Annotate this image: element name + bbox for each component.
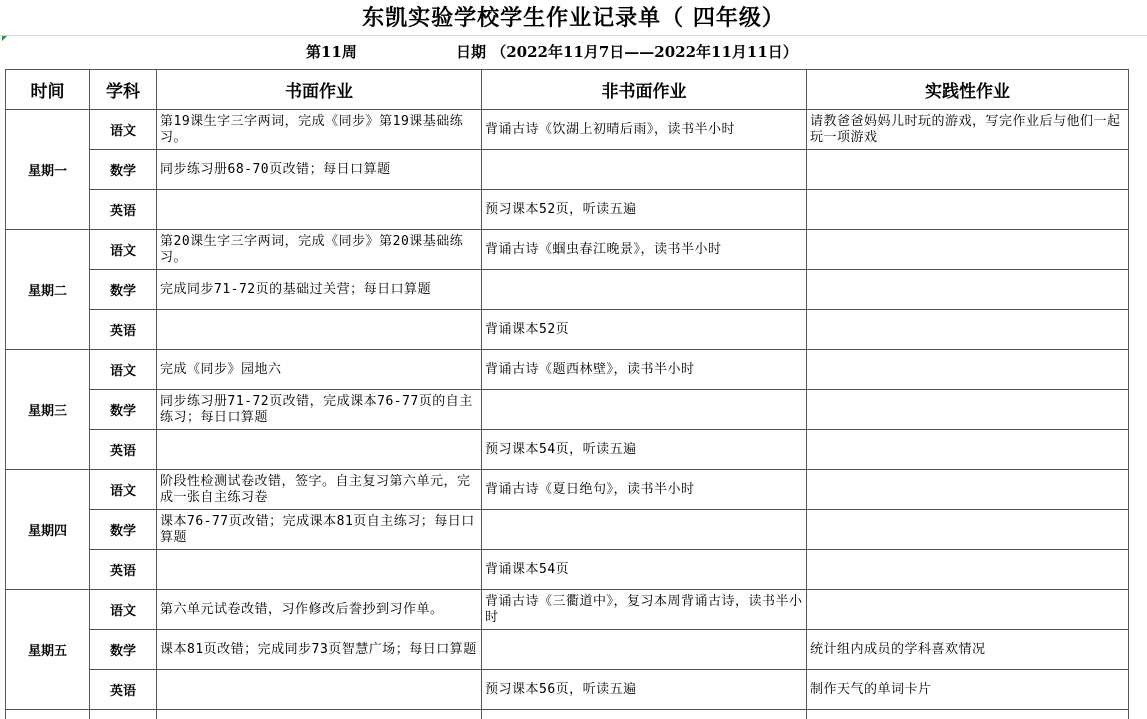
table-row <box>6 670 1129 710</box>
subtitle-row <box>0 36 1147 68</box>
practice-homework-cell[interactable] <box>807 270 1129 310</box>
practice-homework-cell[interactable] <box>807 390 1129 430</box>
header-practice[interactable]: 实践性作业 <box>807 70 1129 110</box>
empty-cell[interactable] <box>90 710 157 719</box>
practice-homework-cell[interactable] <box>807 670 1129 710</box>
nonwritten-homework-cell[interactable] <box>482 630 807 670</box>
written-homework-cell-text: 完成同步71-72页的基础过关营；每日口算题 <box>160 281 432 297</box>
practice-homework-cell-text: 制作天气的单词卡片 <box>810 681 932 697</box>
table-row <box>6 590 1129 630</box>
nonwritten-homework-cell-text: 预习课本52页，听读五遍 <box>485 201 637 217</box>
written-homework-cell[interactable] <box>157 670 482 710</box>
written-homework-cell[interactable] <box>157 390 482 430</box>
practice-homework-cell[interactable] <box>807 150 1129 190</box>
table-row <box>6 110 1129 150</box>
nonwritten-homework-cell-text: 背诵课本54页 <box>485 561 570 577</box>
practice-homework-cell[interactable] <box>807 110 1129 150</box>
nonwritten-homework-cell[interactable] <box>482 670 807 710</box>
nonwritten-homework-cell-text: 背诵古诗《三衢道中》，复习本周背诵古诗，读书半小时 <box>485 593 803 625</box>
written-homework-cell[interactable] <box>157 150 482 190</box>
written-homework-cell[interactable] <box>157 230 482 270</box>
nonwritten-homework-cell[interactable] <box>482 470 807 510</box>
nonwritten-homework-cell-text: 预习课本54页，听读五遍 <box>485 441 637 457</box>
practice-homework-cell[interactable] <box>807 430 1129 470</box>
written-homework-cell-text: 第19课生字三字两词，完成《同步》第19课基础练习。 <box>160 113 464 145</box>
written-homework-cell-text: 课本76-77页改错；完成课本81页自主练习；每日口算题 <box>160 513 475 545</box>
empty-cell[interactable] <box>482 710 807 719</box>
table-row <box>6 230 1129 270</box>
written-homework-cell[interactable] <box>157 310 482 350</box>
written-homework-cell[interactable] <box>157 630 482 670</box>
nonwritten-homework-cell[interactable] <box>482 270 807 310</box>
table-row <box>6 630 1129 670</box>
subject-cell[interactable]: 数学 <box>90 150 157 190</box>
table-row <box>6 310 1129 350</box>
table-row <box>6 430 1129 470</box>
nonwritten-homework-cell-text: 背诵古诗《夏日绝句》，读书半小时 <box>485 481 695 497</box>
nonwritten-homework-cell[interactable] <box>482 150 807 190</box>
nonwritten-homework-cell[interactable] <box>482 390 807 430</box>
subject-cell[interactable]: 英语 <box>90 430 157 470</box>
subject-cell[interactable]: 语文 <box>90 230 157 270</box>
subject-cell[interactable]: 数学 <box>90 630 157 670</box>
day-cell[interactable]: 星期四 <box>6 470 90 590</box>
written-homework-cell[interactable] <box>157 190 482 230</box>
nonwritten-homework-cell-text: 预习课本56页，听读五遍 <box>485 681 637 697</box>
practice-homework-cell-text: 请教爸爸妈妈儿时玩的游戏，写完作业后与他们一起玩一项游戏 <box>810 113 1121 145</box>
practice-homework-cell[interactable] <box>807 310 1129 350</box>
practice-homework-cell[interactable] <box>807 590 1129 630</box>
written-homework-cell-text: 同步练习册68-70页改错；每日口算题 <box>160 161 391 177</box>
empty-row <box>6 710 1129 719</box>
written-homework-cell-text: 第20课生字三字两词，完成《同步》第20课基础练习。 <box>160 233 464 265</box>
written-homework-cell[interactable] <box>157 270 482 310</box>
nonwritten-homework-cell[interactable] <box>482 190 807 230</box>
empty-cell[interactable] <box>6 710 90 719</box>
written-homework-cell-text: 完成《同步》园地六 <box>160 361 282 377</box>
day-cell[interactable]: 星期二 <box>6 230 90 350</box>
nonwritten-homework-cell-text: 背诵古诗《题西林壁》，读书半小时 <box>485 361 695 377</box>
subject-cell[interactable]: 英语 <box>90 310 157 350</box>
table-row <box>6 550 1129 590</box>
table-row <box>6 150 1129 190</box>
written-homework-cell[interactable] <box>157 470 482 510</box>
subject-cell[interactable]: 数学 <box>90 270 157 310</box>
written-homework-cell-text: 阶段性检测试卷改错，签字。自主复习第六单元，完成一张自主练习卷 <box>160 473 471 505</box>
written-homework-cell[interactable] <box>157 590 482 630</box>
header-nonwritten[interactable]: 非书面作业 <box>482 70 807 110</box>
subject-cell[interactable]: 语文 <box>90 350 157 390</box>
practice-homework-cell[interactable] <box>807 350 1129 390</box>
homework-table <box>5 69 1129 719</box>
header-subject[interactable]: 学科 <box>90 70 157 110</box>
nonwritten-homework-cell-text: 背诵古诗《饮湖上初晴后雨》，读书半小时 <box>485 121 736 137</box>
written-homework-cell[interactable] <box>157 350 482 390</box>
practice-homework-cell[interactable] <box>807 550 1129 590</box>
day-cell[interactable]: 星期三 <box>6 350 90 470</box>
practice-homework-cell[interactable] <box>807 190 1129 230</box>
subject-cell[interactable]: 数学 <box>90 510 157 550</box>
nonwritten-homework-cell-text: 背诵古诗《蝈虫春江晚景》，读书半小时 <box>485 241 722 257</box>
practice-homework-cell[interactable] <box>807 470 1129 510</box>
nonwritten-homework-cell[interactable] <box>482 550 807 590</box>
empty-cell[interactable] <box>157 710 482 719</box>
page-title: 东凯实验学校学生作业记录单（ 四年级） <box>362 5 785 31</box>
written-homework-cell[interactable] <box>157 110 482 150</box>
subject-cell[interactable]: 英语 <box>90 670 157 710</box>
nonwritten-homework-cell[interactable] <box>482 110 807 150</box>
written-homework-cell[interactable] <box>157 550 482 590</box>
nonwritten-homework-cell[interactable] <box>482 430 807 470</box>
nonwritten-homework-cell[interactable] <box>482 350 807 390</box>
nonwritten-homework-cell[interactable] <box>482 310 807 350</box>
nonwritten-homework-cell[interactable] <box>482 510 807 550</box>
header-time[interactable]: 时间 <box>6 70 90 110</box>
table-row <box>6 470 1129 510</box>
written-homework-cell[interactable] <box>157 430 482 470</box>
date-range: 日期 （2022年11月7日——2022年11月11日） <box>456 43 798 61</box>
practice-homework-cell-text: 统计组内成员的学科喜欢情况 <box>810 641 986 657</box>
practice-homework-cell[interactable] <box>807 230 1129 270</box>
written-homework-cell[interactable] <box>157 510 482 550</box>
practice-homework-cell[interactable] <box>807 630 1129 670</box>
written-homework-cell-text: 同步练习册71-72页改错，完成课本76-77页的自主练习；每日口算题 <box>160 393 473 425</box>
table-row <box>6 350 1129 390</box>
day-cell[interactable]: 星期一 <box>6 110 90 230</box>
table-row <box>6 510 1129 550</box>
header-written[interactable]: 书面作业 <box>157 70 482 110</box>
day-cell[interactable]: 星期五 <box>6 590 90 710</box>
nonwritten-homework-cell-text: 背诵课本52页 <box>485 321 570 337</box>
nonwritten-homework-cell[interactable] <box>482 230 807 270</box>
week-label: 第11周 <box>306 43 357 61</box>
nonwritten-homework-cell[interactable] <box>482 590 807 630</box>
written-homework-cell-text: 第六单元试卷改错，习作修改后誊抄到习作单。 <box>160 601 444 617</box>
empty-cell[interactable] <box>807 710 1129 719</box>
subject-cell[interactable]: 语文 <box>90 590 157 630</box>
subject-cell[interactable]: 英语 <box>90 550 157 590</box>
subject-cell[interactable]: 数学 <box>90 390 157 430</box>
subject-cell[interactable]: 语文 <box>90 470 157 510</box>
written-homework-cell-text: 课本81页改错；完成同步73页智慧广场；每日口算题 <box>160 641 477 657</box>
header-row <box>6 70 1129 110</box>
subject-cell[interactable]: 英语 <box>90 190 157 230</box>
table-row <box>6 390 1129 430</box>
table-row <box>6 270 1129 310</box>
table-row <box>6 190 1129 230</box>
subject-cell[interactable]: 语文 <box>90 110 157 150</box>
practice-homework-cell[interactable] <box>807 510 1129 550</box>
